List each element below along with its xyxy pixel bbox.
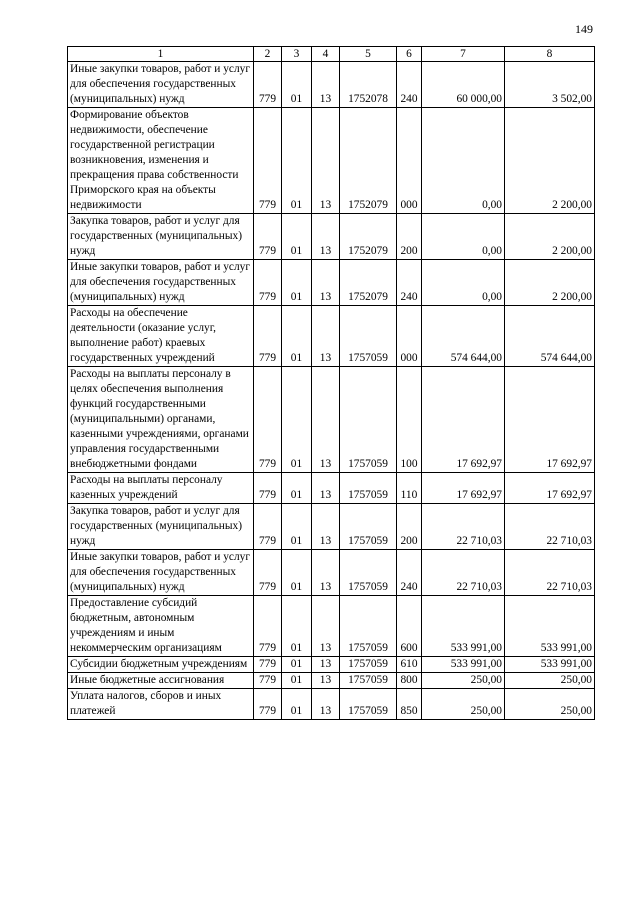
amount-cell: 250,00	[422, 673, 505, 689]
table-row	[68, 306, 595, 367]
amount-cell: 533 991,00	[422, 596, 505, 657]
target-article-cell: 1757059	[340, 306, 397, 367]
amount-cell: 22 710,03	[505, 550, 595, 596]
amount-cell: 250,00	[505, 689, 595, 720]
section-cell: 01	[282, 596, 312, 657]
subsection-cell: 13	[312, 62, 340, 108]
target-article-cell: 1752079	[340, 260, 397, 306]
target-article-cell: 1752079	[340, 214, 397, 260]
expense-type-cell: 600	[397, 596, 422, 657]
row-name-cell: Расходы на выплаты персоналу в целях обеспечения выполнения функций государственными (муниципальными) органами, казенными учреждениями, органами управления государственными внебюджетными фондами	[68, 367, 254, 473]
amount-cell: 17 692,97	[505, 367, 595, 473]
table-row	[68, 260, 595, 306]
subsection-cell: 13	[312, 260, 340, 306]
expense-type-cell: 200	[397, 214, 422, 260]
amount-cell: 22 710,03	[422, 550, 505, 596]
code-cell: 779	[254, 657, 282, 673]
section-cell: 01	[282, 306, 312, 367]
row-name-cell: Формирование объектов недвижимости, обеспечение государственной регистрации возникновения, изменения и прекращения права собственности Приморского края на объекты недвижимости	[68, 108, 254, 214]
row-name-cell: Субсидии бюджетным учреждениям	[68, 657, 254, 673]
target-article-cell: 1757059	[340, 689, 397, 720]
row-name-cell: Иные закупки товаров, работ и услуг для обеспечения государственных (муниципальных) нужд	[68, 62, 254, 108]
row-name-cell: Уплата налогов, сборов и иных платежей	[68, 689, 254, 720]
table-row	[68, 550, 595, 596]
section-cell: 01	[282, 689, 312, 720]
amount-cell: 17 692,97	[422, 367, 505, 473]
code-cell: 779	[254, 62, 282, 108]
column-header: 5	[340, 47, 397, 62]
row-name-cell: Иные закупки товаров, работ и услуг для обеспечения государственных (муниципальных) нужд	[68, 550, 254, 596]
code-cell: 779	[254, 306, 282, 367]
code-cell: 779	[254, 367, 282, 473]
amount-cell: 0,00	[422, 260, 505, 306]
amount-cell: 0,00	[422, 214, 505, 260]
section-cell: 01	[282, 260, 312, 306]
subsection-cell: 13	[312, 504, 340, 550]
expense-type-cell: 850	[397, 689, 422, 720]
amount-cell: 533 991,00	[505, 657, 595, 673]
table-row	[68, 62, 595, 108]
expense-type-cell: 110	[397, 473, 422, 504]
table-row	[68, 214, 595, 260]
column-header: 4	[312, 47, 340, 62]
expense-type-cell: 000	[397, 108, 422, 214]
expense-type-cell: 610	[397, 657, 422, 673]
code-cell: 779	[254, 214, 282, 260]
section-cell: 01	[282, 673, 312, 689]
header-row	[68, 47, 595, 62]
table-row	[68, 473, 595, 504]
amount-cell: 2 200,00	[505, 108, 595, 214]
amount-cell: 250,00	[505, 673, 595, 689]
amount-cell: 250,00	[422, 689, 505, 720]
subsection-cell: 13	[312, 473, 340, 504]
section-cell: 01	[282, 214, 312, 260]
target-article-cell: 1757059	[340, 367, 397, 473]
amount-cell: 17 692,97	[505, 473, 595, 504]
column-header: 2	[254, 47, 282, 62]
column-header: 7	[422, 47, 505, 62]
code-cell: 779	[254, 504, 282, 550]
amount-cell: 574 644,00	[505, 306, 595, 367]
subsection-cell: 13	[312, 367, 340, 473]
row-name-cell: Иные закупки товаров, работ и услуг для обеспечения государственных (муниципальных) нужд	[68, 260, 254, 306]
expense-type-cell: 000	[397, 306, 422, 367]
subsection-cell: 13	[312, 689, 340, 720]
target-article-cell: 1757059	[340, 657, 397, 673]
amount-cell: 574 644,00	[422, 306, 505, 367]
table-row	[68, 689, 595, 720]
section-cell: 01	[282, 473, 312, 504]
row-name-cell: Расходы на выплаты персоналу казенных учреждений	[68, 473, 254, 504]
code-cell: 779	[254, 673, 282, 689]
amount-cell: 2 200,00	[505, 260, 595, 306]
target-article-cell: 1757059	[340, 550, 397, 596]
target-article-cell: 1752079	[340, 108, 397, 214]
expense-type-cell: 240	[397, 260, 422, 306]
amount-cell: 22 710,03	[422, 504, 505, 550]
section-cell: 01	[282, 504, 312, 550]
subsection-cell: 13	[312, 673, 340, 689]
column-header: 3	[282, 47, 312, 62]
target-article-cell: 1757059	[340, 673, 397, 689]
subsection-cell: 13	[312, 657, 340, 673]
section-cell: 01	[282, 62, 312, 108]
amount-cell: 0,00	[422, 108, 505, 214]
target-article-cell: 1757059	[340, 596, 397, 657]
amount-cell: 22 710,03	[505, 504, 595, 550]
expense-type-cell: 240	[397, 550, 422, 596]
subsection-cell: 13	[312, 108, 340, 214]
table-row	[68, 504, 595, 550]
subsection-cell: 13	[312, 214, 340, 260]
expense-type-cell: 200	[397, 504, 422, 550]
section-cell: 01	[282, 108, 312, 214]
code-cell: 779	[254, 550, 282, 596]
page-number: 149	[575, 22, 593, 36]
column-header: 6	[397, 47, 422, 62]
amount-cell: 3 502,00	[505, 62, 595, 108]
target-article-cell: 1752078	[340, 62, 397, 108]
table-body	[68, 62, 595, 720]
row-name-cell: Расходы на обеспечение деятельности (оказание услуг, выполнение работ) краевых государственных учреждений	[68, 306, 254, 367]
code-cell: 779	[254, 108, 282, 214]
amount-cell: 17 692,97	[422, 473, 505, 504]
table-row	[68, 673, 595, 689]
row-name-cell: Иные бюджетные ассигнования	[68, 673, 254, 689]
table-row	[68, 596, 595, 657]
table-row	[68, 657, 595, 673]
expense-type-cell: 100	[397, 367, 422, 473]
table-row	[68, 367, 595, 473]
subsection-cell: 13	[312, 306, 340, 367]
section-cell: 01	[282, 550, 312, 596]
amount-cell: 2 200,00	[505, 214, 595, 260]
expense-type-cell: 800	[397, 673, 422, 689]
column-header: 8	[505, 47, 595, 62]
code-cell: 779	[254, 689, 282, 720]
column-header: 1	[68, 47, 254, 62]
amount-cell: 533 991,00	[422, 657, 505, 673]
code-cell: 779	[254, 473, 282, 504]
target-article-cell: 1757059	[340, 504, 397, 550]
expense-type-cell: 240	[397, 62, 422, 108]
table-row	[68, 108, 595, 214]
row-name-cell: Предоставление субсидий бюджетным, автономным учреждениям и иным некоммерческим организациям	[68, 596, 254, 657]
section-cell: 01	[282, 367, 312, 473]
row-name-cell: Закупка товаров, работ и услуг для государственных (муниципальных) нужд	[68, 214, 254, 260]
budget-table	[67, 46, 595, 720]
row-name-cell: Закупка товаров, работ и услуг для государственных (муниципальных) нужд	[68, 504, 254, 550]
amount-cell: 60 000,00	[422, 62, 505, 108]
target-article-cell: 1757059	[340, 473, 397, 504]
code-cell: 779	[254, 260, 282, 306]
code-cell: 779	[254, 596, 282, 657]
amount-cell: 533 991,00	[505, 596, 595, 657]
section-cell: 01	[282, 657, 312, 673]
subsection-cell: 13	[312, 550, 340, 596]
subsection-cell: 13	[312, 596, 340, 657]
